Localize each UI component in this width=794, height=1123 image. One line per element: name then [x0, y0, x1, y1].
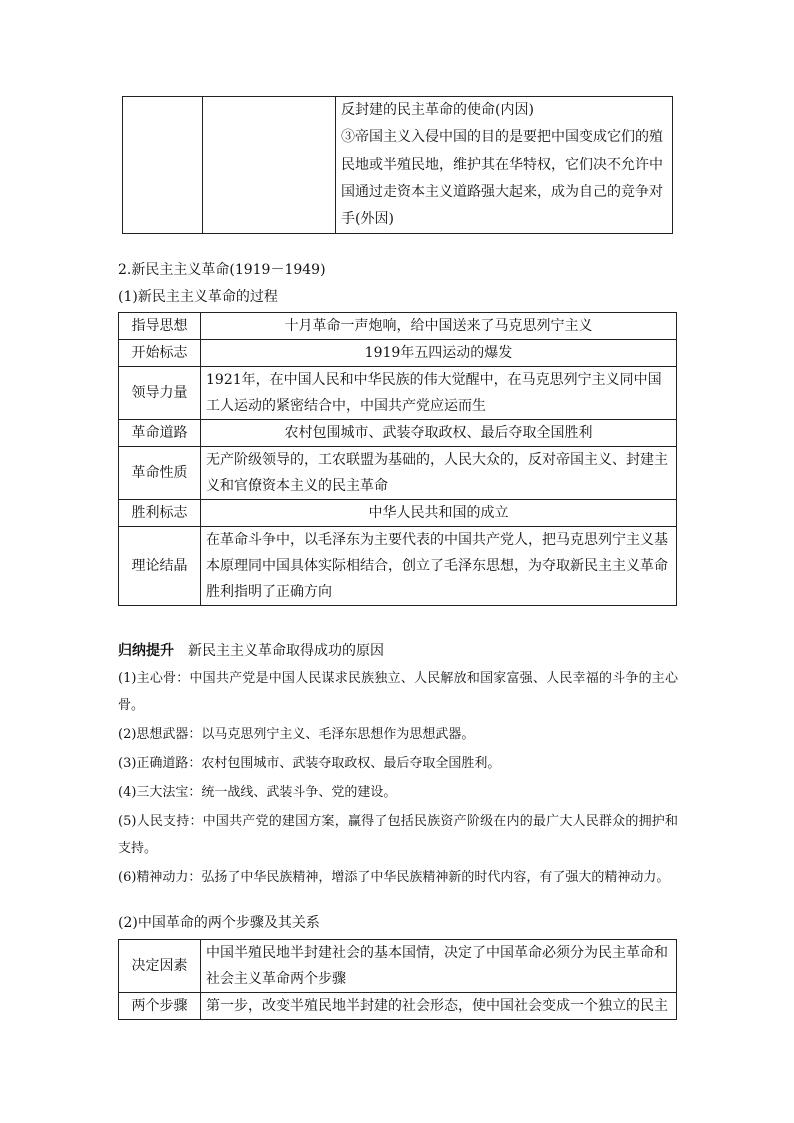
content-line: 手(外因)	[341, 211, 394, 228]
reasons-list	[118, 665, 678, 893]
row-label: 决定因素	[119, 940, 201, 993]
row-content: 中国半殖民地半封建社会的基本国情，决定了中国革命必须分为民主革命和社会主义革命两个步骤	[201, 940, 677, 993]
table-row	[119, 367, 677, 420]
table-row	[123, 97, 673, 234]
list-item: (6)精神动力：弘扬了中华民族精神，增添了中华民族精神新的时代内容，有了强大的精神动力。	[118, 870, 670, 885]
section-heading: 2.新民主主义革命(1919－1949)	[118, 262, 326, 278]
row-content: 在革命斗争中，以毛泽东为主要代表的中国共产党人，把马克思列宁主义基本原理同中国具体实际相结合，创立了毛泽东思想，为夺取新民主主义革命胜利指明了正确方向	[201, 527, 677, 606]
row-content: 1919年五四运动的爆发	[201, 340, 677, 367]
list-item: (2)思想武器：以马克思列宁主义、毛泽东思想作为思想武器。	[118, 727, 475, 742]
list-item: (3)正确道路：农村包围城市、武装夺取政权、最后夺取全国胜利。	[118, 756, 501, 771]
row-label: 理论结晶	[119, 527, 201, 606]
row-content: 中华人民共和国的成立	[201, 500, 677, 527]
table-row	[119, 993, 677, 1020]
table-row	[119, 313, 677, 340]
revolution-steps-table	[118, 939, 677, 1020]
row-label: 指导思想	[119, 313, 201, 340]
row-content: 1921年，在中国人民和中华民族的伟大觉醒中，在马克思列宁主义同中国工人运动的紧密结合中，中国共产党应运而生	[201, 367, 677, 420]
row-label: 开始标志	[119, 340, 201, 367]
table-row	[119, 420, 677, 447]
row-content: 十月革命一声炮响，给中国送来了马克思列宁主义	[201, 313, 677, 340]
continued-table	[122, 96, 673, 234]
table-row	[119, 447, 677, 500]
summary-title: 新民主主义革命取得成功的原因	[188, 643, 384, 659]
subsection-heading: (2)中国革命的两个步骤及其关系	[118, 915, 320, 931]
table-row	[119, 340, 677, 367]
row-label: 两个步骤	[119, 993, 201, 1020]
revolution-process-table	[118, 312, 677, 606]
row-label: 胜利标志	[119, 500, 201, 527]
table-row	[119, 940, 677, 993]
list-item: (1)主心骨：中国共产党是中国人民谋求民族独立、人民解放和国家富强、人民幸福的斗争的主心骨。	[118, 671, 678, 713]
summary-tag: 归纳提升	[118, 643, 174, 659]
row-content: 无产阶级领导的，工农联盟为基础的，人民大众的，反对帝国主义、封建主义和官僚资本主义的民主革命	[201, 447, 677, 500]
row-label: 领导力量	[119, 367, 201, 420]
table-row	[119, 527, 677, 606]
list-item: (4)三大法宝：统一战线、武装斗争、党的建设。	[118, 785, 397, 800]
row-content: 第一步，改变半殖民地半封建的社会形态，使中国社会变成一个独立的民主	[201, 993, 677, 1020]
list-item: (5)人民支持：中国共产党的建国方案，赢得了包括民族资产阶级在内的最广大人民群众的拥护和支持。	[118, 814, 678, 856]
table-cell-empty-2	[203, 97, 336, 234]
subsection-heading: (1)新民主主义革命的过程	[118, 289, 278, 305]
content-line: 反封建的民主革命的使命(内因)	[341, 102, 534, 118]
row-label: 革命性质	[119, 447, 201, 500]
summary-heading	[118, 641, 384, 661]
row-content: 农村包围城市、武装夺取政权、最后夺取全国胜利	[201, 420, 677, 447]
content-line: 民地或半殖民地，维护其在华特权，它们决不允许中	[341, 156, 663, 173]
table-row	[119, 500, 677, 527]
content-line: ③帝国主义入侵中国的目的是要把中国变成它们的殖	[341, 129, 663, 146]
table-cell-content	[336, 97, 673, 234]
table-cell-empty-1	[123, 97, 203, 234]
content-line: 国通过走资本主义道路强大起来，成为自己的竞争对	[341, 183, 663, 200]
row-label: 革命道路	[119, 420, 201, 447]
